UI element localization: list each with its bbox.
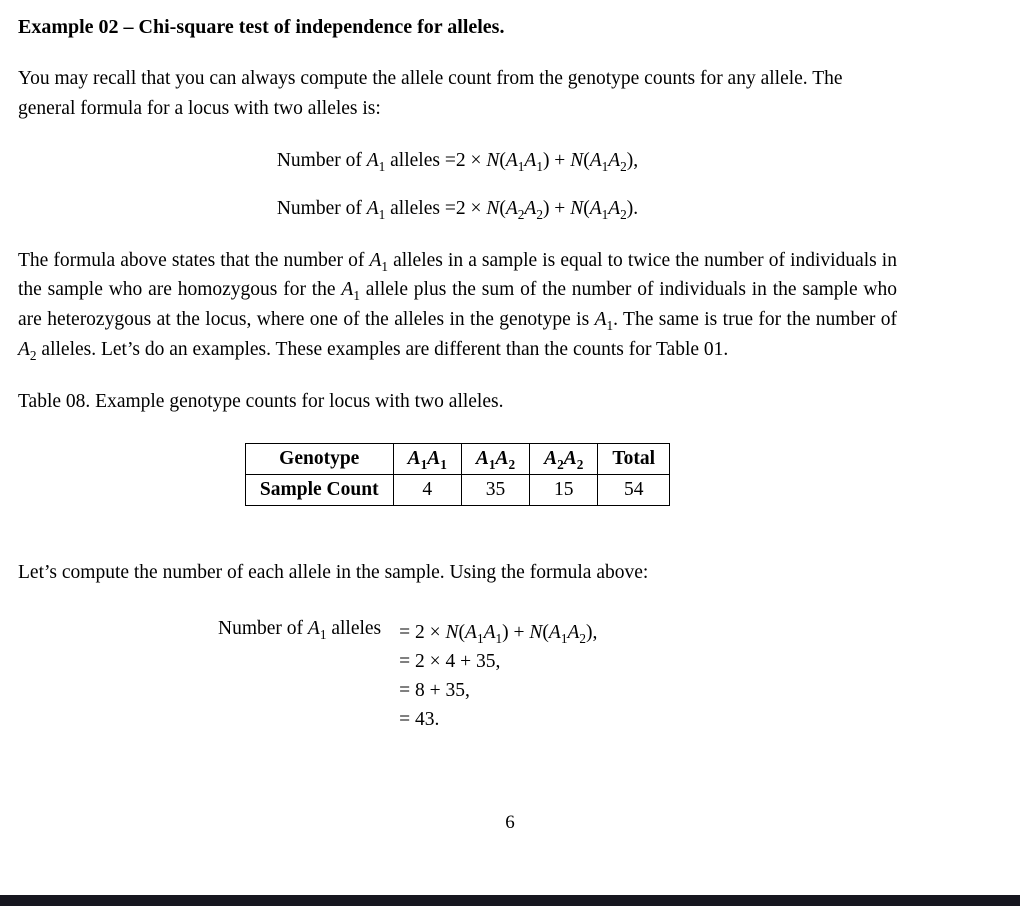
table-header-total: Total — [598, 443, 670, 474]
allele-count-equation-1: Number of $A_1$ alleles $=2 \times N(A_1A_1) + N(A_1A_2)$, — [276, 149, 639, 174]
table-header-genotype: Genotype — [245, 443, 393, 474]
compute-intro-paragraph: Let’s compute the number of each allele in the sample. Using the formula above: — [18, 561, 649, 583]
page-number: 6 — [505, 812, 515, 833]
computation-step-4: = 43. — [399, 708, 440, 730]
table-row — [245, 474, 669, 505]
table-row-label: Sample Count — [245, 474, 393, 505]
computation-step-2: = 2 × 4 + 35, — [399, 650, 501, 672]
computation-block — [218, 618, 897, 734]
table-caption: Table 08. Example genotype counts for locus with two alleles. — [18, 390, 504, 412]
computation-step-1: = $2 \times N(A_1A_1) + N(A_1A_2)$, — [399, 621, 598, 646]
table-cell-a1a2-count: 35 — [461, 474, 529, 505]
computation-step-3: = 8 + 35, — [399, 679, 470, 701]
allele-count-equation-2: Number of $A_1$ alleles $=2 \times N(A_2A_2) + N(A_1A_2)$. — [276, 197, 639, 222]
table-header-row — [245, 443, 669, 474]
table-cell-a2a2-count: 15 — [530, 474, 598, 505]
table-cell-total-count: 54 — [598, 474, 670, 505]
table-header-a2a2: $A_2A_2$ — [530, 443, 598, 474]
genotype-counts-table — [245, 443, 670, 506]
computation-steps — [399, 618, 597, 734]
intro-paragraph: You may recall that you can always compute the allele count from the genotype counts for any allele. The general formula for a locus with two alleles is: — [18, 68, 843, 119]
computation-label: Number of $A_1$ alleles — [218, 617, 382, 642]
page-title: Example 02 – Chi-square test of independence for alleles. — [18, 16, 505, 38]
table-header-a1a2: $A_1A_2$ — [461, 443, 529, 474]
table-header-a1a1: $A_1A_1$ — [393, 443, 461, 474]
explanation-paragraph: The formula above states that the number of $A_1$ alleles in a sample is equal to twice the number of individuals in the sample who are homozygous for the $A_1$ allele plus the sum of the number of individuals in the sample who are heterozygous at the locus, where one of the alleles in the genotype is $A_1$. The same is true for the number of $A_2$ alleles. Let’s do an examples. These examples are different than the counts for Table 01. — [18, 249, 897, 364]
table-cell-a1a1-count: 4 — [393, 474, 461, 505]
window-edge-bar — [0, 895, 1020, 906]
